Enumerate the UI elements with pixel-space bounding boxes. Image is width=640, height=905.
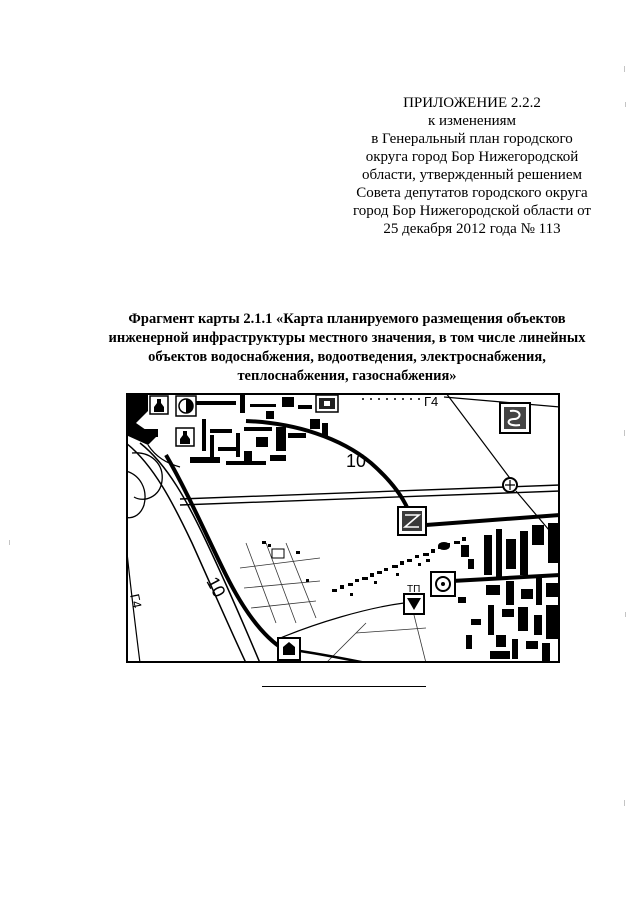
appendix-number: ПРИЛОЖЕНИЕ 2.2.2 (403, 95, 541, 111)
building (546, 605, 558, 639)
building (520, 531, 528, 575)
scan-speck (625, 612, 626, 617)
building (468, 559, 474, 569)
building (521, 589, 533, 599)
building (288, 433, 306, 438)
appendix-line: в Генеральный план городского (371, 131, 573, 147)
building (458, 597, 466, 603)
building (518, 607, 528, 631)
building (250, 404, 276, 407)
building (384, 568, 388, 571)
gas-line-top-label: Г4 (424, 394, 439, 409)
gas-line-left-label: Г4 (127, 592, 145, 610)
building-outline (272, 549, 284, 558)
map-fragment (126, 393, 560, 663)
building (244, 427, 272, 431)
building (400, 561, 404, 565)
building (210, 429, 232, 433)
bottle-symbol-icon (176, 428, 194, 446)
building (488, 605, 494, 635)
map-title-line: теплоснабжения, газоснабжения» (237, 368, 457, 384)
substation-label: ТП (407, 584, 421, 595)
map-title-line: Фрагмент карты 2.1.1 «Карта планируемого размещения объектов (128, 311, 566, 327)
building (332, 589, 337, 592)
house-symbol-icon (278, 638, 300, 660)
building (218, 447, 238, 451)
building (240, 395, 245, 413)
building (268, 544, 271, 547)
building (210, 435, 214, 457)
building (532, 525, 544, 545)
map-title-line: инженерной инфраструктуры местного значения, в том числе линейных (108, 330, 586, 346)
building (244, 451, 252, 465)
utility-line-10-left-label: 10 (202, 573, 230, 601)
building (486, 585, 500, 595)
building (396, 573, 399, 576)
building (438, 546, 443, 549)
building (270, 455, 286, 461)
building (322, 423, 328, 437)
map-title (87, 310, 607, 386)
building (362, 577, 368, 580)
building (548, 523, 558, 563)
scan-speck (624, 430, 625, 436)
circle-symbol-icon (431, 572, 455, 596)
building (350, 593, 353, 596)
closing-rule (262, 686, 426, 687)
building (256, 437, 268, 447)
building (282, 397, 294, 407)
building (426, 559, 430, 562)
building (506, 581, 514, 605)
building (370, 573, 374, 577)
building (348, 583, 353, 586)
appendix-line: округа город Бор Нижегородской (365, 149, 579, 165)
half-circle-symbol-icon (176, 396, 196, 416)
building (496, 529, 502, 579)
building (276, 427, 286, 451)
building (306, 579, 309, 582)
bottle-symbol-icon (150, 396, 168, 414)
building (296, 551, 300, 554)
down-triangle-symbol-icon (404, 594, 424, 614)
appendix-line: к изменениям (427, 113, 517, 129)
building (377, 571, 382, 574)
building (190, 457, 220, 463)
building (546, 583, 558, 597)
building (138, 429, 158, 437)
building (340, 585, 344, 589)
appendix-date: 25 декабря 2012 года № 113 (383, 221, 561, 237)
building (490, 651, 510, 659)
building (506, 539, 516, 569)
building (202, 419, 206, 451)
building (392, 565, 398, 568)
building (374, 581, 377, 584)
building (502, 609, 514, 617)
building (496, 635, 506, 647)
appendix-line: области, утвержденный решением (362, 167, 582, 183)
map-svg (126, 393, 560, 663)
building (196, 401, 236, 405)
building (418, 563, 421, 566)
building (423, 553, 429, 556)
building (471, 619, 481, 625)
building (536, 575, 542, 605)
building (355, 579, 359, 582)
scan-speck (9, 540, 10, 545)
appendix-line: город Бор Нижегородской области от (353, 203, 591, 219)
appendix-header (338, 94, 606, 238)
building (415, 555, 419, 558)
building (484, 535, 492, 575)
building (310, 419, 320, 429)
patterned-square-icon (316, 395, 338, 412)
building (266, 411, 274, 419)
building (298, 405, 312, 409)
patterned-square-icon (500, 403, 530, 433)
building (534, 615, 542, 635)
scan-speck (624, 800, 625, 806)
building (454, 541, 460, 544)
building (512, 639, 518, 659)
scan-speck (624, 66, 625, 72)
building (542, 643, 550, 661)
building (446, 543, 450, 546)
scan-speck (625, 102, 626, 107)
patterned-square-icon (398, 507, 426, 535)
appendix-line: Совета депутатов городского округа (356, 185, 588, 201)
map-title-line: объектов водоснабжения, водоотведения, электроснабжения, (148, 349, 546, 365)
building (462, 537, 466, 541)
building (236, 433, 240, 457)
circle-cross-icon (503, 478, 517, 492)
building (431, 549, 435, 553)
building (526, 641, 538, 649)
building (466, 635, 472, 649)
building (407, 559, 412, 562)
building (262, 541, 266, 544)
building (461, 545, 469, 557)
utility-line-10-top-label: 10 (346, 451, 367, 471)
